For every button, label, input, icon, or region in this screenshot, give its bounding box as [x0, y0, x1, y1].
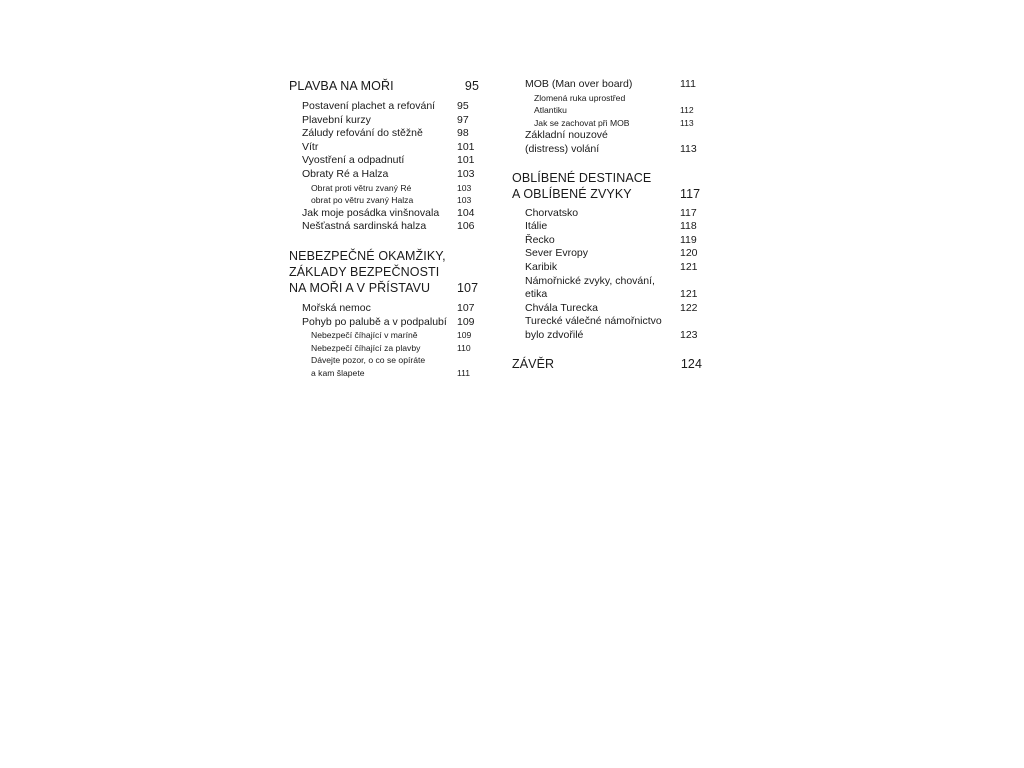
toc-entry[interactable]	[289, 127, 479, 141]
toc-entry[interactable]	[512, 275, 702, 302]
chapter-page-number: 124	[680, 356, 702, 371]
toc-subentry[interactable]	[289, 342, 479, 355]
chapter-title: PLAVBA NA MOŘI	[289, 79, 394, 93]
entry-title: Nešťastná sardinská halza	[302, 220, 427, 233]
toc-entry[interactable]	[289, 302, 479, 316]
toc-entry[interactable]	[289, 207, 479, 221]
toc-subentry[interactable]	[289, 194, 479, 207]
entry-title: Pohyb po palubě a v podpalubí	[302, 315, 447, 328]
entry-page-number: 107	[457, 301, 475, 314]
entry-title: Itálie	[525, 220, 548, 233]
toc-entry[interactable]	[512, 302, 702, 316]
entry-page-number: 117	[680, 206, 697, 219]
entry-page-number: 103	[457, 167, 475, 180]
toc-entry[interactable]	[512, 315, 702, 342]
entry-page-number: 121	[680, 260, 698, 273]
entry-title: Obraty Ré a Halza	[302, 167, 389, 180]
subentry-title: Obrat proti větru zvaný Ré	[311, 182, 412, 193]
entry-title: Vítr	[302, 140, 319, 153]
toc-entry[interactable]	[289, 220, 479, 234]
entry-page-number: 119	[680, 233, 697, 246]
toc-entry[interactable]	[512, 261, 702, 275]
entry-title: Řecko	[525, 233, 555, 246]
toc-subentry[interactable]	[289, 329, 479, 342]
entry-title: Postavení plachet a refování	[302, 100, 436, 112]
entry-title: Mořská nemoc	[302, 301, 371, 314]
toc-subentry[interactable]	[512, 92, 702, 117]
entry-page-number: 109	[457, 315, 475, 328]
entry-title: Chorvatsko	[525, 206, 579, 219]
toc-entry[interactable]	[512, 129, 702, 156]
subentry-page-number: 103	[457, 195, 472, 206]
subentry-title-line: Dávejte pozor, o co se opíráte	[311, 355, 426, 366]
toc-entry[interactable]	[289, 316, 479, 330]
subentry-page-number: 110	[457, 342, 471, 353]
toc-entry[interactable]	[512, 207, 702, 221]
entry-page-number: 101	[457, 154, 475, 167]
subentry-page-number: 103	[457, 182, 472, 193]
toc-entry[interactable]	[289, 141, 479, 155]
entry-page-number: 113	[680, 142, 697, 155]
entry-title-line: bylo zdvořilé	[525, 328, 584, 341]
chapter-page-number: 107	[457, 280, 479, 295]
toc-subentry[interactable]	[289, 354, 479, 379]
toc-entry[interactable]	[289, 100, 479, 114]
entry-page-number: 123	[680, 328, 698, 341]
toc-subentry[interactable]	[289, 182, 479, 195]
entry-title-line: Základní nouzové	[525, 129, 608, 142]
entry-page-number: 104	[457, 206, 475, 219]
entry-title-line: Námořnické zvyky, chování,	[525, 274, 655, 287]
entry-page-number: 118	[680, 220, 697, 233]
entry-page-number: 97	[457, 113, 469, 126]
chapter-title: ZÁVĚR	[512, 356, 555, 371]
toc-entry[interactable]	[289, 168, 479, 182]
toc-chapter-heading[interactable]	[512, 356, 702, 372]
chapter-title-line: OBLÍBENÉ DESTINACE	[512, 170, 652, 185]
toc-right-column	[512, 78, 702, 372]
subentry-page-number: 111	[457, 367, 471, 378]
subentry-title-line: Atlantiku	[534, 105, 567, 116]
chapter-page-number: 95	[464, 79, 479, 93]
toc-subentry[interactable]	[512, 117, 702, 130]
entry-page-number: 98	[457, 127, 469, 140]
toc-chapter-heading[interactable]	[289, 248, 479, 296]
entry-title: Záludy refování do stěžně	[302, 127, 423, 140]
entry-title: Chvála Turecka	[525, 301, 598, 314]
entry-title: Plavební kurzy	[302, 113, 371, 126]
subentry-title: Jak se zachovat při MOB	[534, 117, 630, 128]
toc-chapter-heading[interactable]	[512, 170, 702, 202]
chapter-title-line: NEBEZPEČNÉ OKAMŽIKY,	[289, 248, 446, 263]
toc-entry[interactable]	[512, 234, 702, 248]
entry-title: Vyostření a odpadnutí	[302, 154, 405, 167]
entry-title-line: (distress) volání	[525, 142, 600, 155]
entry-title: Jak moje posádka vinšnovala	[302, 206, 440, 219]
entry-page-number: 101	[457, 140, 475, 153]
entry-title: MOB (Man over board)	[525, 78, 633, 90]
subentry-title: Nebezpečí číhající za plavby	[311, 342, 421, 353]
toc-entry[interactable]	[289, 114, 479, 128]
chapter-title-line: A OBLÍBENÉ ZVYKY	[512, 186, 632, 201]
chapter-page-number: 117	[680, 186, 701, 201]
entry-page-number: 120	[680, 247, 698, 260]
toc-chapter-heading[interactable]	[289, 78, 479, 94]
entry-page-number: 95	[457, 100, 469, 112]
subentry-page-number: 113	[680, 117, 694, 128]
toc-entry[interactable]	[289, 154, 479, 168]
entry-page-number: 111	[680, 78, 696, 90]
subentry-page-number: 109	[457, 330, 472, 341]
subentry-title-line: Zlomená ruka uprostřed	[534, 92, 626, 103]
chapter-title-line: ZÁKLADY BEZPEČNOSTI	[289, 264, 440, 279]
entry-title-line: Turecké válečné námořnictvo	[525, 315, 662, 328]
entry-title: Sever Evropy	[525, 247, 589, 260]
toc-left-column	[289, 78, 479, 380]
entry-page-number: 106	[457, 220, 475, 233]
subentry-title: Nebezpečí číhající v maríně	[311, 330, 418, 341]
toc-entry[interactable]	[512, 78, 702, 92]
subentry-title: obrat po větru zvaný Halza	[311, 195, 414, 206]
subentry-title-line: a kam šlapete	[311, 367, 365, 378]
chapter-title-line: NA MOŘI A V PŘÍSTAVU	[289, 280, 431, 295]
entry-page-number: 121	[680, 288, 698, 301]
toc-entry[interactable]	[512, 247, 702, 261]
toc-entry[interactable]	[512, 220, 702, 234]
entry-title: Karibik	[525, 260, 558, 273]
subentry-page-number: 112	[680, 105, 694, 116]
entry-page-number: 122	[680, 301, 698, 314]
entry-title-line: etika	[525, 288, 548, 301]
